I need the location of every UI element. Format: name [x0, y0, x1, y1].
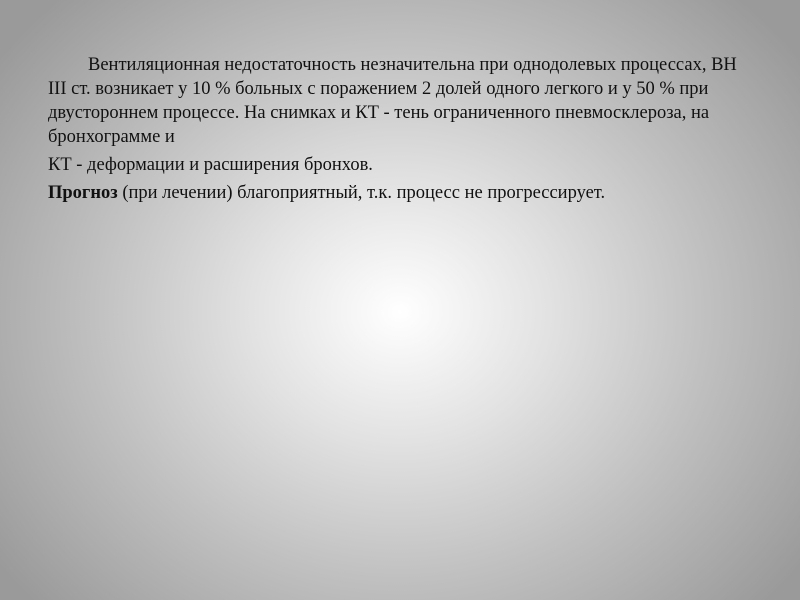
prognosis-text: (при лечении) благоприятный, т.к. процесс не прогрессирует. — [117, 183, 606, 203]
paragraph-ventilation: Вентиляционная недостаточность незначительна при однодолевых процессах, ВН III ст. возникает у 10 % больных с поражением 2 долей одного легкого и у 50 % при двустороннем процессе. На снимках и КТ - тень ограниченного пневмосклероза, на бронхограмме и — [48, 55, 737, 147]
paragraph-ct-findings: КТ - деформации и расширения бронхов. — [48, 155, 373, 175]
slide-text-body — [48, 53, 748, 205]
paragraph-prognosis — [48, 181, 748, 205]
prognosis-label: Прогноз — [48, 183, 118, 203]
